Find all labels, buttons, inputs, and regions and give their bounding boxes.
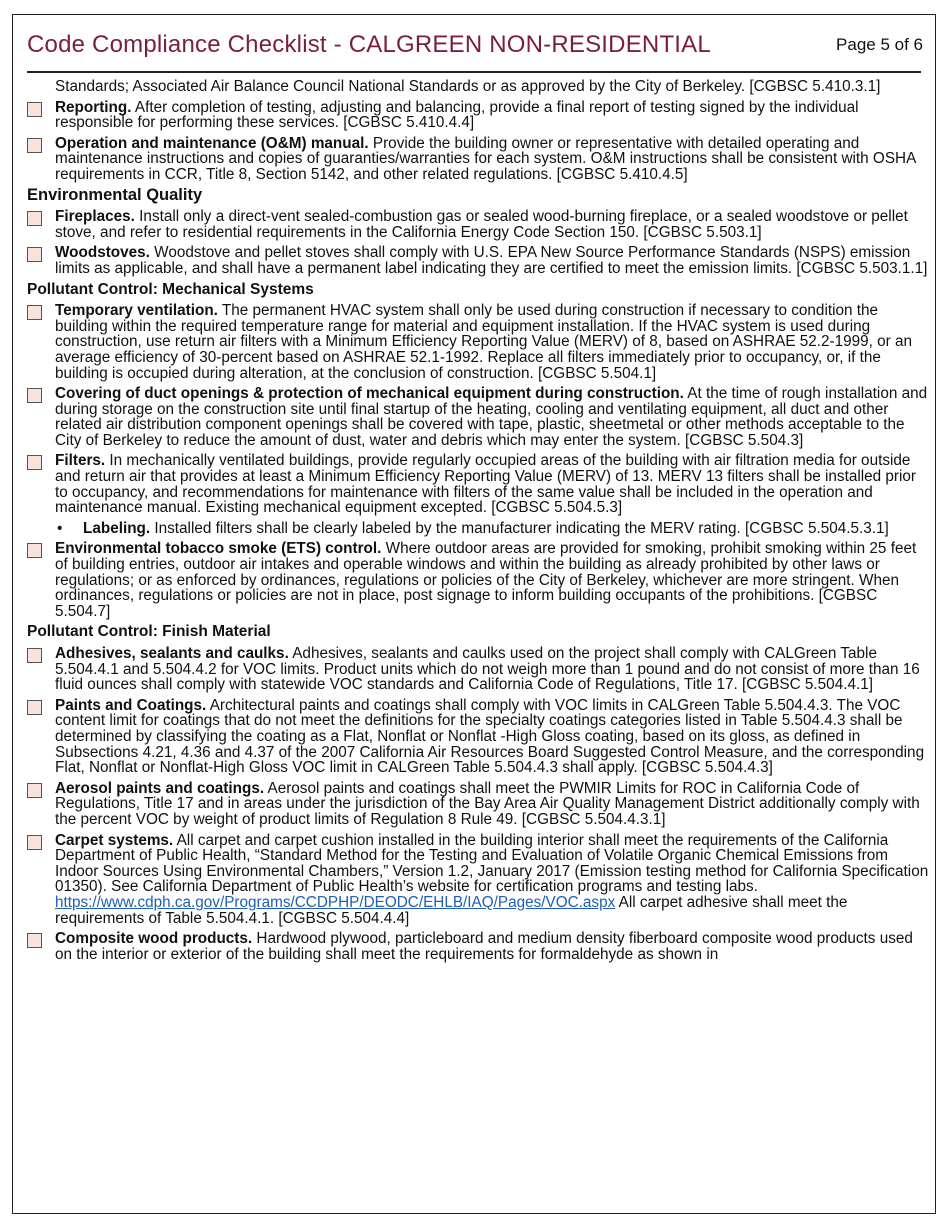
item-heading: Reporting. bbox=[55, 98, 132, 116]
checklist-item-fireplaces bbox=[27, 209, 931, 240]
document-title: Code Compliance Checklist - CALGREEN NON-RESIDENTIAL bbox=[27, 31, 711, 58]
item-text: Hardwood plywood, particleboard and medium density fiberboard composite wood products used on the interior or exterior of the building shall meet the requirements for formaldehyde as shown in bbox=[55, 930, 913, 963]
checklist-item-composite-wood bbox=[27, 931, 931, 962]
item-heading: Filters. bbox=[55, 452, 106, 470]
checklist-item-paints bbox=[27, 698, 931, 776]
checklist-item-temporary-ventilation bbox=[27, 303, 931, 381]
checkbox[interactable] bbox=[27, 455, 42, 470]
item-text: Adhesives, sealants and caulks used on the project shall comply with CALGreen Table 5.504.4.1 and 5.504.4.2 for VOC limits. Product units which do not weigh more than 1 pound and do not consist of more than 16 fluid ounces shall comply with statewide VOC standards and California Code of Regulations, Title 17. [CGBSC 5.504.4.1] bbox=[55, 645, 920, 694]
bullet-item-labeling bbox=[27, 521, 931, 537]
checkbox[interactable] bbox=[27, 648, 42, 663]
item-heading: Adhesives, sealants and caulks. bbox=[55, 645, 289, 662]
checkbox[interactable] bbox=[27, 388, 42, 403]
checkbox[interactable] bbox=[27, 138, 42, 153]
item-text: All carpet and carpet cushion installed in the building interior shall meet the requirements of the California Department of Public Health, “Standard Method for the Testing and Evaluation of Volatile Organic Chemical Emissions from Indoor Sources Using Environmental Chambers,” Version 1.2, January 2017 (Emission testing method for California Specification 01350). See California Department of Public Health’s website for certification programs and testing labs. bbox=[55, 831, 929, 896]
item-heading: Aerosol paints and coatings. bbox=[55, 779, 265, 797]
item-text: Install only a direct-vent sealed-combustion gas or sealed wood-burning fireplace, or a sealed woodstove or pellet stove, and refer to residential requirements in the California Energy Code Section 150. [CGBSC 5.503.1] bbox=[55, 208, 908, 241]
item-heading: Paints and Coatings. bbox=[55, 696, 207, 714]
checklist-item-om-manual bbox=[27, 136, 931, 183]
item-text: Installed filters shall be clearly labeled by the manufacturer indicating the MERV rating. [CGBSC 5.504.5.3.1] bbox=[150, 519, 889, 537]
item-text: In mechanically ventilated buildings, provide regularly occupied areas of the building with air filtration media for outside and return air that provides at least a Minimum Efficiency Reporting Value (MERV) of 13. MERV 13 filters shall be installed prior to occupancy, and recommendations for maintenance with filters of the same value shall be included in the operation and maintenance manual. Existing mechanical equipment excepted. [CGBSC 5.504.5.3] bbox=[55, 452, 916, 517]
item-heading: Temporary ventilation. bbox=[55, 302, 218, 320]
item-heading: Carpet systems. bbox=[55, 831, 174, 849]
section-heading-mechanical-systems: Pollutant Control: Mechanical Systems bbox=[27, 280, 314, 298]
item-text-tail: All carpet adhesive shall meet the requirements of Table 5.504.4.1. [CGBSC 5.504.4.4] bbox=[55, 893, 848, 927]
page-number: Page 5 of 6 bbox=[836, 35, 923, 54]
checklist-content bbox=[13, 73, 935, 962]
checkbox[interactable] bbox=[27, 211, 42, 226]
section-heading-environmental-quality: Environmental Quality bbox=[27, 185, 203, 204]
item-heading: Labeling. bbox=[83, 519, 151, 537]
checkbox[interactable] bbox=[27, 247, 42, 262]
bullet-icon: • bbox=[57, 519, 63, 537]
checkbox[interactable] bbox=[27, 835, 42, 850]
item-heading: Woodstoves. bbox=[55, 244, 150, 262]
checkbox[interactable] bbox=[27, 933, 42, 948]
item-text: Provide the building owner or representative with detailed operating and maintenance instructions and copies of guaranties/warranties for each system. O&M instructions shall be consistent with OSHA requirements in CCR, Title 8, Section 5142, and other related regulations. [CGBSC 5.410.4.5] bbox=[55, 134, 916, 183]
document-page bbox=[12, 14, 936, 1214]
checklist-item-adhesives bbox=[27, 646, 931, 693]
checkbox[interactable] bbox=[27, 700, 42, 715]
item-text: At the time of rough installation and during storage on the construction site until final startup of the heating, cooling and ventilating equipment, all duct and other related air distribution component openings shall be covered with tape, plastic, sheetmetal or other methods acceptable to the City of Berkeley to reduce the amount of dust, water and debris which may enter the system. [CGBSC 5.504.3] bbox=[55, 385, 928, 449]
checklist-item-aerosol bbox=[27, 781, 931, 828]
item-heading: Operation and maintenance (O&M) manual. bbox=[55, 134, 369, 152]
item-text: Where outdoor areas are provided for smoking, prohibit smoking within 25 feet of building entries, outdoor air intakes and operable windows and within the building as already prohibited by other laws or regulations; or as enforced by ordinances, regulations or policies of the City of Berkeley, whichever are more stringent. When ordinances, regulations or policies are not in place, post signage to inform building occupants of the prohibitions. [CGBSC 5.504.7] bbox=[55, 540, 917, 620]
section-heading-finish-material: Pollutant Control: Finish Material bbox=[27, 623, 271, 641]
page-header bbox=[27, 15, 921, 73]
item-text: After completion of testing, adjusting and balancing, provide a final report of testing signed by the individual responsible for performing these services. [CGBSC 5.410.4.4] bbox=[55, 98, 859, 132]
item-heading: Fireplaces. bbox=[55, 208, 135, 226]
item-text: The permanent HVAC system shall only be used during construction if necessary to condition the building within the required temperature range for material and equipment installation. If the HVAC system is used during construction, use return air filters with a Minimum Efficiency Reporting Value (MERV) of 8, based on ASHRAE 52.2-1999, or an average efficiency of 30-percent based on ASHRAE 52.1-1992. Replace all filters immediately prior to occupancy, or, if the building is occupied during alteration, at the conclusion of construction. [CGBSC 5.504.1] bbox=[55, 302, 913, 382]
item-heading: Composite wood products. bbox=[55, 930, 253, 948]
checklist-item-woodstoves bbox=[27, 245, 931, 276]
continued-text: Standards; Associated Air Balance Council National Standards or as approved by the City of Berkeley. [CGBSC 5.410.3.1] bbox=[55, 78, 881, 95]
checkbox[interactable] bbox=[27, 305, 42, 320]
item-text: Aerosol paints and coatings shall meet the PWMIR Limits for ROC in California Code of Regulations, Title 17 and in areas under the jurisdiction of the Bay Area Air Quality Management District additionally comply with the percent VOC by weight of product limits of Regulation 8 Rule 49. [CGBSC 5.504.4.3.1] bbox=[55, 779, 920, 828]
item-text: Woodstove and pellet stoves shall comply with U.S. EPA New Source Performance Standards (NSPS) emission limits as applicable, and shall have a permanent label indicating they are certified to meet the emission limits. [CGBSC 5.503.1.1] bbox=[55, 244, 928, 277]
checklist-item-duct-openings bbox=[27, 386, 931, 448]
checkbox[interactable] bbox=[27, 783, 42, 798]
item-heading: Environmental tobacco smoke (ETS) control. bbox=[55, 540, 382, 558]
checklist-item-ets-control bbox=[27, 541, 931, 619]
checkbox[interactable] bbox=[27, 102, 42, 117]
checklist-item-reporting bbox=[27, 100, 931, 131]
item-heading: Covering of duct openings & protection of mechanical equipment during construction. bbox=[55, 385, 684, 403]
checklist-item-carpet bbox=[27, 833, 931, 927]
cdph-link[interactable]: https://www.cdph.ca.gov/Programs/CCDPHP/DEODC/EHLB/IAQ/Pages/VOC.aspx bbox=[55, 893, 616, 911]
item-text: Architectural paints and coatings shall comply with VOC limits in CALGreen Table 5.504.4.3. The VOC content limit for coatings that do not meet the definitions for the specialty coatings categories listed in Table 5.504.4.3 shall be determined by classifying the coating as a Flat, Nonflat or Nonflat -High Gloss coating, based on its gloss, as defined in Subsections 4.21, 4.36 and 4.37 of the 2007 California Air Resources Board Suggested Control Measure, and the corresponding Flat, Nonflat or Nonflat-High Gloss VOC limit in CALGreen Table 5.504.4.3 shall apply. [CGBSC 5.504.4.3] bbox=[55, 696, 925, 777]
checklist-item-filters bbox=[27, 453, 931, 515]
checkbox[interactable] bbox=[27, 543, 42, 558]
